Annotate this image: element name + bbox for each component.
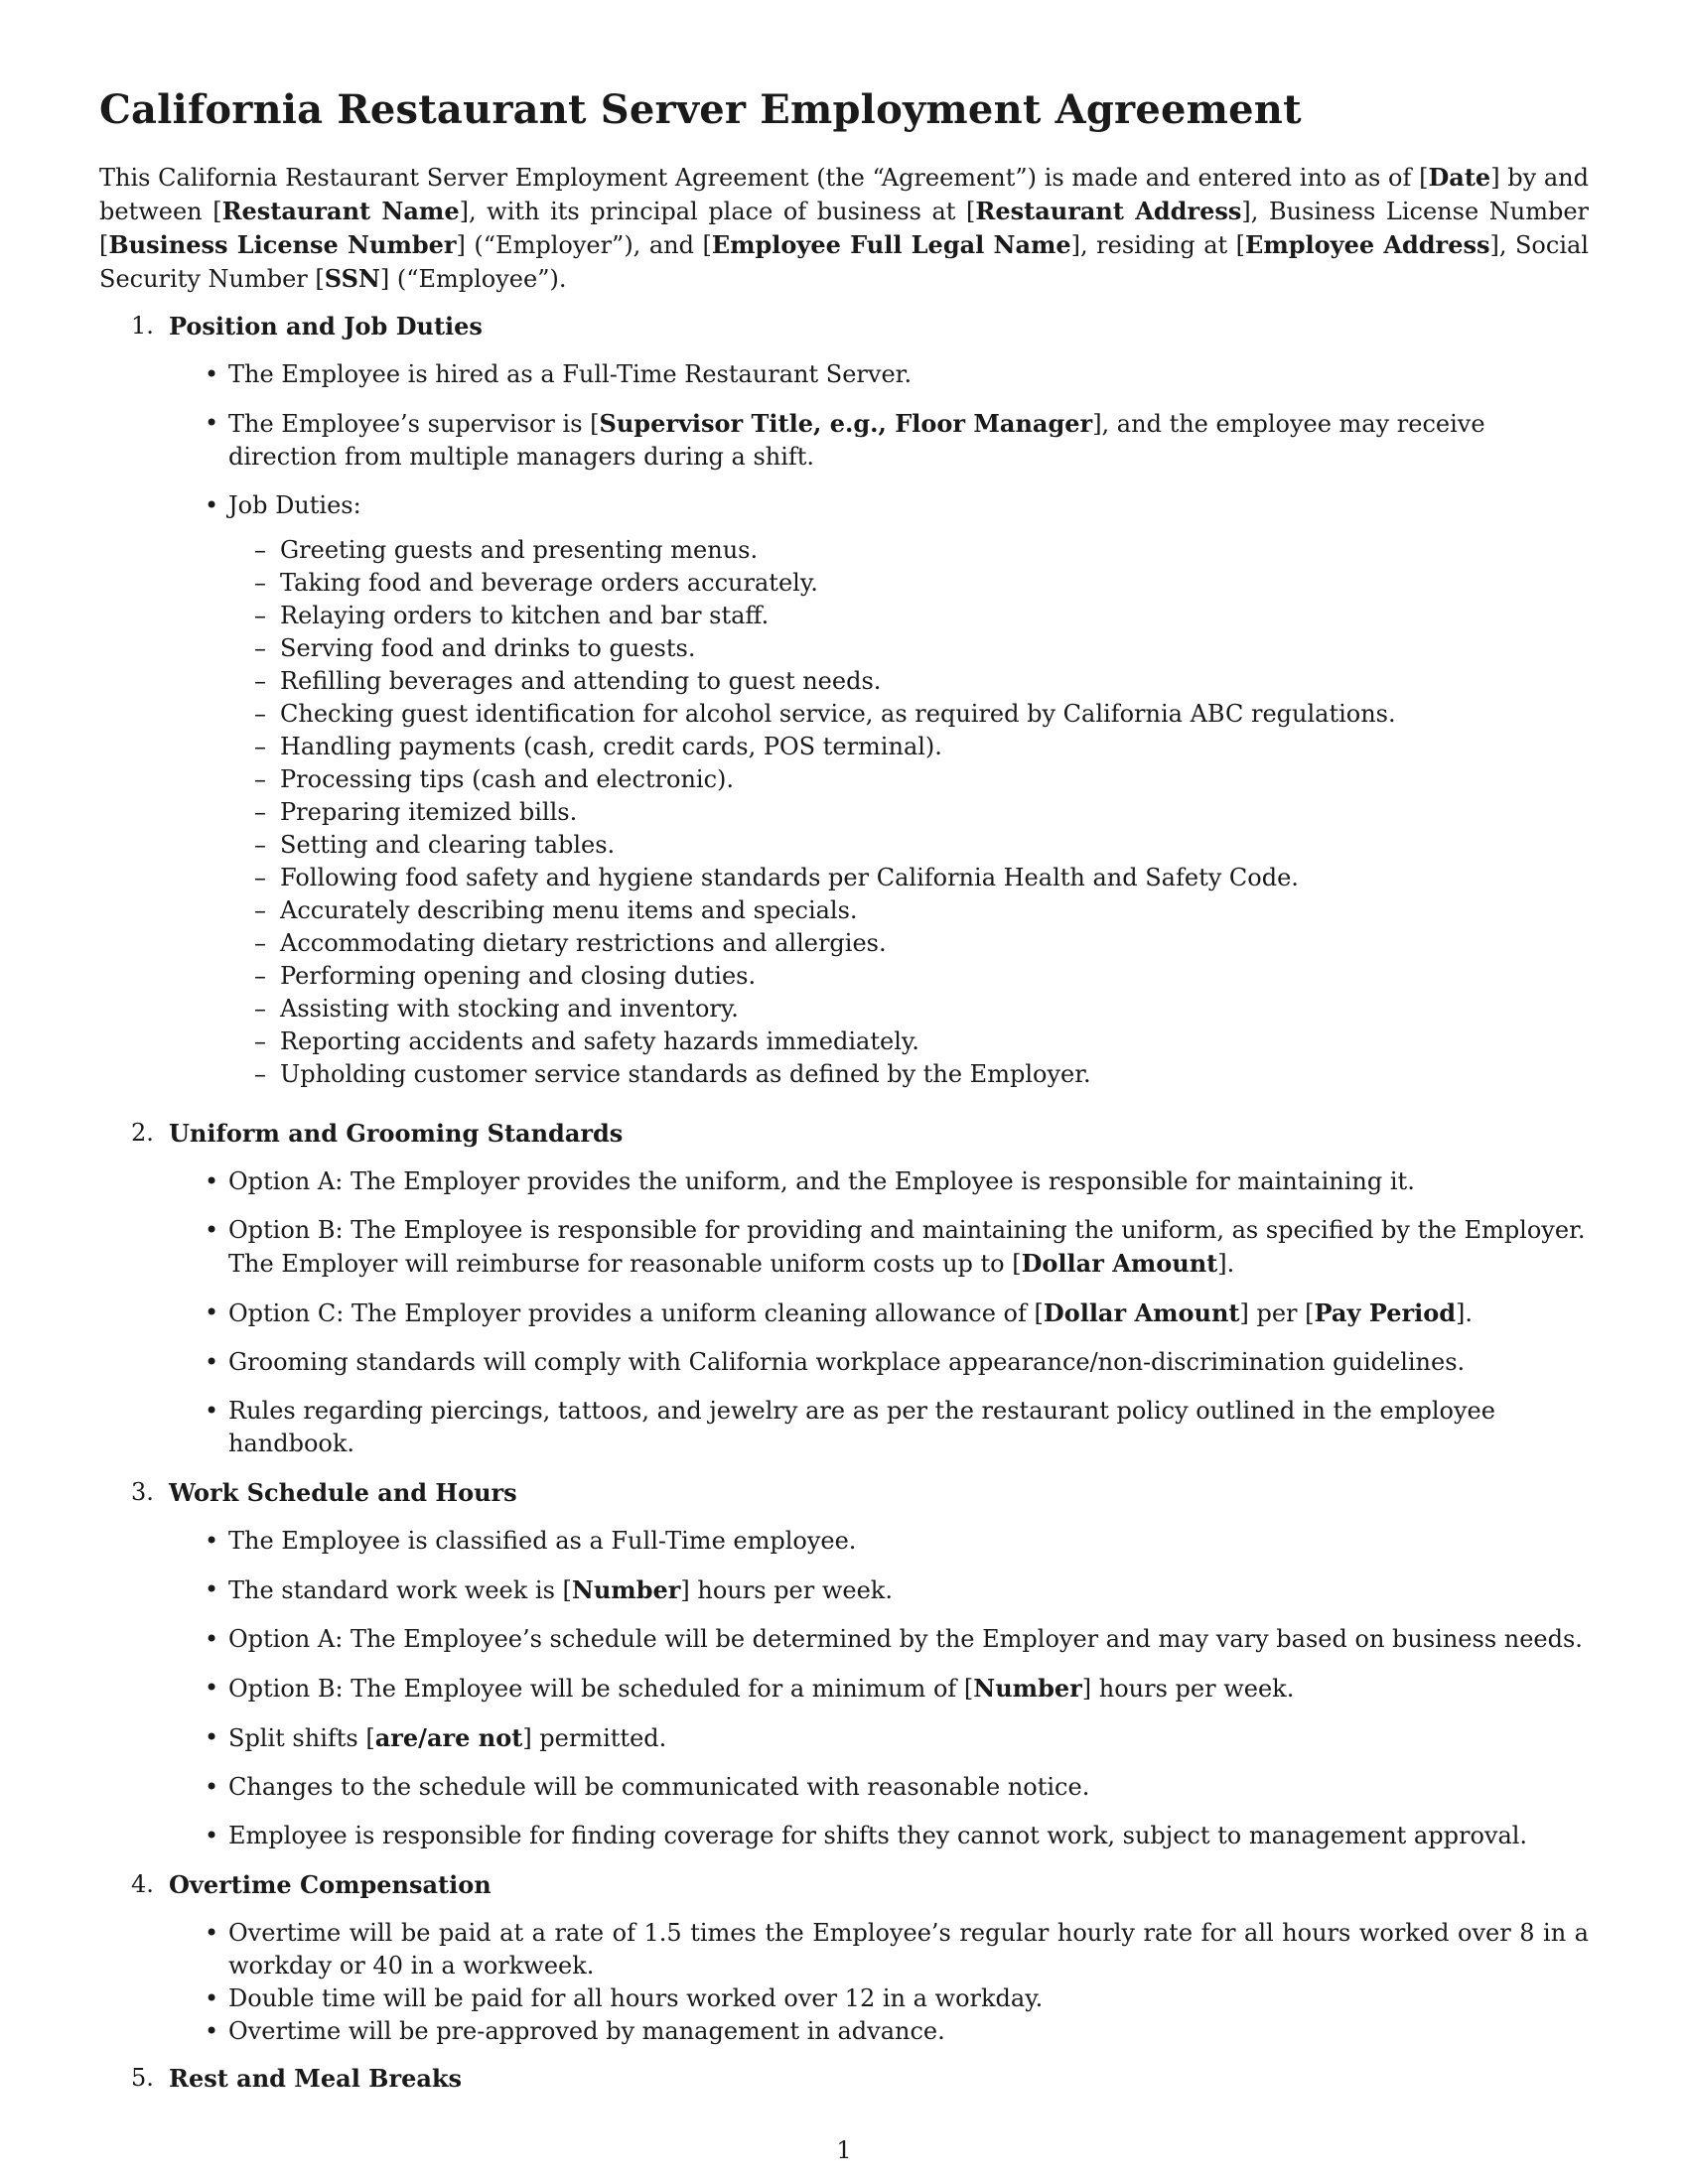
list-item: • Overtime will be pre-approved by management in advance. <box>169 2015 1589 2048</box>
list-item: • Option A: The Employer provides the uniform, and the Employee is responsible for maintaining it. <box>169 1165 1589 1198</box>
placeholder-date: Date <box>1428 163 1491 192</box>
list-item: • The standard work week is [Number] hours per week. <box>169 1573 1589 1607</box>
list-item: • Option B: The Employee is responsible for providing and maintaining the uniform, as specified by the Employer. The Employer will reimburse for reasonable uniform costs up to [Dollar Amount]. <box>169 1214 1589 1281</box>
section-number: 3. <box>131 1478 154 1506</box>
placeholder-split-shifts: are/are not <box>374 1723 523 1752</box>
duty-item: – Taking food and beverage orders accurately. <box>228 567 1589 600</box>
placeholder-restaurant-address: Restaurant Address <box>975 197 1242 225</box>
placeholder-business-license: Business License Number <box>108 230 457 259</box>
section-number: 5. <box>131 2064 154 2092</box>
section-title: Work Schedule and Hours <box>169 1478 517 1507</box>
placeholder-supervisor-title: Supervisor Title, e.g., Floor Manager <box>599 409 1093 438</box>
duty-item: – Handling payments (cash, credit cards, POS terminal). <box>228 731 1589 763</box>
section-number: 2. <box>131 1119 154 1147</box>
section-overtime <box>99 1868 1589 2048</box>
sections-list <box>99 310 1589 2095</box>
intro-text: ], Business License Number [ <box>99 198 1590 259</box>
duty-item: – Accommodating dietary restrictions and allergies. <box>228 927 1589 960</box>
list-item: • Option C: The Employer provides a uniform cleaning allowance of [Dollar Amount] per [Pay Period]. <box>169 1297 1589 1330</box>
duty-item: – Performing opening and closing duties. <box>228 960 1589 993</box>
placeholder-restaurant-name: Restaurant Name <box>221 197 460 225</box>
section-number: 4. <box>131 1870 154 1898</box>
duty-item: – Assisting with stocking and inventory. <box>228 993 1589 1025</box>
duty-item: – Relaying orders to kitchen and bar staff. <box>228 600 1589 632</box>
list-item: • Job Duties: – Greeting guests and presenting menus. – Taking food and beverage orders accurately. – Relaying orders to kitchen and bar staff. – Serving food and drinks to guests. – Refilling beverages and attending to guest needs. – Checking guest identification for alcohol service, as required by California ABC regulations. – Handling payments (cash, credit cards, POS terminal). – Processing tips (cash and electronic). – Preparing itemized bills. – Setting and clearing tables. – Following food safety and hygiene standards per California Health and Safety Code. – Accurately describing menu items and specials. – Accommodating dietary restrictions and allergies. – Performing opening and closing duties. – Assisting with stocking and inventory. – Reporting accidents and safety hazards immediately. – Upholding customer service standards as defined by the Employer. <box>169 489 1589 1091</box>
duty-item: – Accurately describing menu items and specials. <box>228 894 1589 927</box>
duty-item: – Upholding customer service standards as defined by the Employer. <box>228 1058 1589 1091</box>
section-title: Rest and Meal Breaks <box>169 2064 463 2093</box>
list-item: • The Employee is classified as a Full-Time employee. <box>169 1525 1589 1558</box>
section-position-duties <box>99 310 1589 1117</box>
document-title: California Restaurant Server Employment Agreement <box>99 86 1302 133</box>
duty-item: – Greeting guests and presenting menus. <box>228 534 1589 567</box>
section-title: Position and Job Duties <box>169 312 483 341</box>
bullet-list <box>169 1165 1589 1460</box>
list-item: • Option B: The Employee will be scheduled for a minimum of [Number] hours per week. <box>169 1672 1589 1706</box>
section-number: 1. <box>131 312 154 340</box>
duty-item: – Setting and clearing tables. <box>228 829 1589 862</box>
section-work-schedule <box>99 1476 1589 1852</box>
list-item: • Split shifts [are/are not] permitted. <box>169 1721 1589 1755</box>
intro-paragraph <box>99 161 1589 296</box>
intro-text: ], Social Security Number [ <box>99 231 1589 293</box>
duty-item: – Reporting accidents and safety hazards immediately. <box>228 1025 1589 1058</box>
duty-item: – Processing tips (cash and electronic). <box>228 763 1589 796</box>
section-title: Uniform and Grooming Standards <box>169 1119 624 1148</box>
placeholder-number: Number <box>973 1674 1082 1703</box>
page-number: 1 <box>836 2136 852 2164</box>
placeholder-pay-period: Pay Period <box>1314 1298 1457 1327</box>
intro-text: ], with its principal place of business at [ <box>459 198 976 225</box>
list-item: • Option A: The Employee’s schedule will be determined by the Employer and may vary based on business needs. <box>169 1623 1589 1656</box>
duty-item: – Checking guest identification for alcohol service, as required by California ABC regulations. <box>228 698 1589 731</box>
placeholder-ssn: SSN <box>324 264 380 293</box>
intro-text: ] (“Employer”), and [ <box>456 231 712 259</box>
section-uniform-grooming <box>99 1117 1589 1460</box>
list-item: • The Employee is hired as a Full-Time Restaurant Server. <box>169 358 1589 391</box>
list-item: • Double time will be paid for all hours worked over 12 in a workday. <box>169 1982 1589 2015</box>
section-rest-meal-breaks <box>99 2062 1589 2095</box>
list-item: • Changes to the schedule will be communicated with reasonable notice. <box>169 1771 1589 1804</box>
placeholder-employee-name: Employee Full Legal Name <box>711 230 1071 259</box>
duty-item: – Refilling beverages and attending to guest needs. <box>228 665 1589 698</box>
bullet-list <box>169 1525 1589 1852</box>
intro-text: ] by and between [ <box>99 164 1590 225</box>
placeholder-employee-address: Employee Address <box>1245 230 1490 259</box>
intro-text: This California Restaurant Server Employment Agreement (the “Agreement”) is made and entered into as of [ <box>99 164 1429 192</box>
list-item: • The Employee’s supervisor is [Supervisor Title, e.g., Floor Manager], and the employee may receive direction from multiple managers during a shift. <box>169 407 1589 474</box>
duty-item: – Serving food and drinks to guests. <box>228 632 1589 665</box>
list-item: • Rules regarding piercings, tattoos, and jewelry are as per the restaurant policy outlined in the employee handbook. <box>169 1395 1589 1460</box>
list-item: • Grooming standards will comply with California workplace appearance/non-discrimination guidelines. <box>169 1346 1589 1379</box>
list-item: • Overtime will be paid at a rate of 1.5 times the Employee’s regular hourly rate for all hours worked over 8 in a workday or 40 in a workweek. <box>169 1917 1589 1982</box>
intro-text: ] (“Employee”). <box>379 265 567 293</box>
list-item: • Employee is responsible for finding coverage for shifts they cannot work, subject to management approval. <box>169 1820 1589 1852</box>
duty-item: – Preparing itemized bills. <box>228 796 1589 829</box>
placeholder-dollar-amount: Dollar Amount <box>1043 1298 1240 1327</box>
bullet-list <box>169 358 1589 1091</box>
job-duties-list <box>228 534 1589 1091</box>
intro-text: ], residing at [ <box>1070 231 1246 259</box>
bullet-list <box>169 1917 1589 2048</box>
placeholder-dollar-amount: Dollar Amount <box>1021 1249 1218 1278</box>
section-title: Overtime Compensation <box>169 1870 492 1899</box>
duty-item: – Following food safety and hygiene standards per California Health and Safety Code. <box>228 862 1589 894</box>
placeholder-number: Number <box>571 1575 681 1604</box>
